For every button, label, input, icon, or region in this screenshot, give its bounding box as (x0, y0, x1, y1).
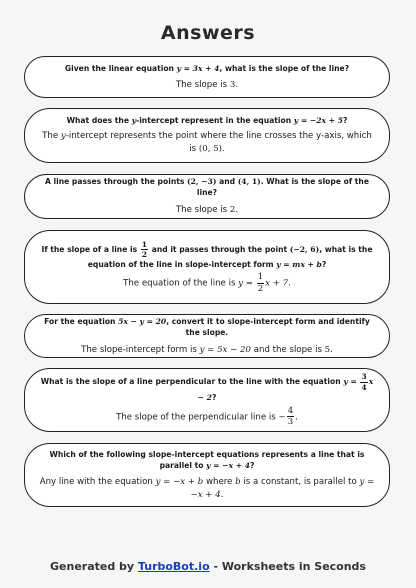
answer-text: The slope is 2. (175, 205, 239, 216)
question-text: What does the y-intercept represent in the equation y = −2x + 5? (66, 116, 348, 126)
answer-text: The equation of the line is y = $\frac{1}{2}$ x + 7. (123, 272, 291, 294)
answer-card-2 (24, 108, 390, 163)
answer-card-5 (24, 314, 390, 358)
fraction: $\frac{3}{4}$ (361, 372, 367, 392)
answer-text: The slope-intercept form is y = 5x − 20 and the slope is 5. (81, 344, 333, 355)
question-text: For the equation 5x − y = 20, convert it to slope-intercept form and identify the slope. (44, 316, 370, 337)
footer: Generated by TurboBot.io - Worksheets in Seconds (50, 560, 366, 573)
fraction: $\frac{1}{2}$ (257, 272, 264, 294)
fraction: $\frac{1}{2}$ (141, 239, 148, 260)
answer-text: The slope is 3. (175, 79, 239, 90)
turbobot-link[interactable]: TurboBot.io (137, 560, 210, 573)
fraction: $\frac{4}{3}$ (287, 405, 294, 428)
answer-card-7 (24, 443, 390, 507)
answer-card-6 (24, 368, 390, 432)
question-text: If the slope of a line is $\frac{1}{2}$ and it passes through the point (−2, 6), what is the equation of the line in slope-intercept form y = mx + b? (41, 239, 373, 269)
answer-text: Any line with the equation y = −x + b where b is a constant, is parallel to y = −x + 4. (39, 476, 375, 500)
answer-text: The y-intercept represents the point where the line crosses the y-axis, which is (0, 5). (42, 131, 372, 154)
page-title: Answers (160, 22, 256, 44)
answer-card-3 (24, 174, 390, 219)
answer-text: The slope of the perpendicular line is − $\frac{4}{3}$ . (116, 405, 298, 428)
answer-card-4 (24, 230, 390, 304)
question-text: Given the linear equation y = 3x + 4, what is the slope of the line? (64, 63, 350, 73)
question-text: Which of the following slope-intercept equations represents a line that is parallel to y = −x + 4? (49, 449, 365, 470)
question-text: A line passes through the points (2, −3) and (4, 1). What is the slope of the line? (45, 177, 369, 198)
answer-card-1 (24, 56, 390, 98)
question-text: What is the slope of a line perpendicular to the line with the equation y = $\frac{3}{4}$ x − 2? (40, 372, 374, 402)
